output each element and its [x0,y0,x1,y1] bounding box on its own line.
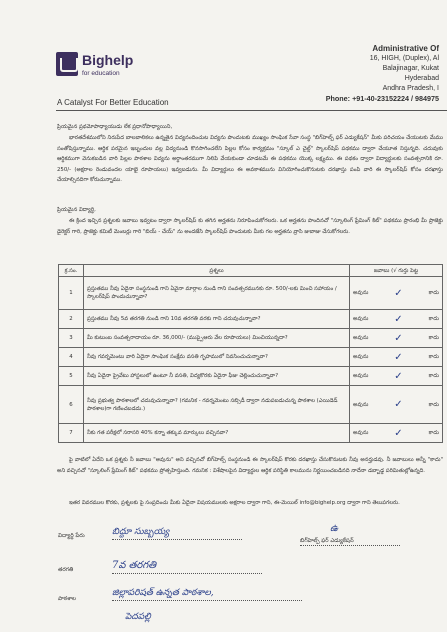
answer-cell[interactable] [350,424,443,443]
contact-note: ఇతర వివరముల కొరకు, ప్రశ్నలకు పై సంప్రదించు మీకు ఏదైనా విషయములకు అక్షరాల ద్వారా గాని, ఈ-మెయిల్ info@bighelp.org ద్వారా గాని తెలుపగలరు. [69,500,400,506]
no-option: కాదు [428,401,439,408]
bighelp-logo-icon [56,52,78,76]
address-line: Administrative Of [372,44,439,53]
yes-option: అవును [353,354,369,360]
greeting: ప్రియమైన ప్రథమోపాధ్యాయుడు లేక ప్రధానోపాధ్యాయిని, [57,124,173,130]
intro-paragraph: భారతదేశములోని నిరుపేద బాలబాలికలు ఉన్నతైన విద్యనందించుట విద్యను పొందుటకు ముఖ్యం సాంఘిక సేవా సంస్థ "బిగ్‌హెల్ప్ ఫర్ ఎడ్యుకేషన్" మీకు పరిచయం చేయుటకు మేము సంతోషిస్తున్నాము. ఆర్థిక పరమైన ఇబ్బందుల వల్ల విద్యనుండి కొనసాగించలేని పిల్లల కోసం కార్యక్రమం "స్కూల్ ఎ చైల్డ్" స్కాలర్‌షిప్ పథకము ద్వారా చేయూత నిస్తున్నది. చదువుకు ఆర్థికముగా వెనుకబడిన వారి పిల్లల పాఠశాల విద్యను అర్థాంతరముగా నిలిపి వేయకుండా చూడటమే ఈ పథకము యొక్క లక్ష్యము. ఈ పథకం ద్వారా విద్యార్థులకు సంవత్సరానికి రూ. 250/- (అక్షరాల రెండువందల యాభై రూపాయలు) ఇవ్వబడును. మీ విద్యార్థులు ఈ అవకాశమును వినియోగించుకొనుటకు దరఖాస్తు పంపి వారి ఈ స్కాలర్‌షిప్ కోసం దరఖాస్తు చేయాల్సినదిగా కోరుచున్నాము. [57,135,443,184]
column-header-question: ప్రశ్నలు [84,265,350,277]
class-label: తరగతి [58,567,74,573]
school-value-line2: పెదపల్లి [125,612,151,622]
selected-answer: కాదు [428,373,439,379]
selected-answer: కాదు [428,430,439,436]
table-row [59,386,443,424]
table-row [59,424,443,443]
check-mark-icon: ✓ [394,313,403,325]
yes-option: అవును [353,373,369,379]
tagline: A Catalyst For Better Education [57,98,169,107]
organization-signature: బిగ్‌హెల్ప్ ఫర్ ఎడ్యుకేషన్ [300,537,400,546]
answer-cell[interactable] [350,348,443,367]
table-row [59,277,443,310]
row-number: 2 [59,310,84,329]
table-row [59,348,443,367]
column-header-answer: జవాబు (√ గుర్తు పెట్ట [350,265,443,277]
header-divider [56,110,447,111]
no-option: కాదు [428,316,439,322]
column-header-number: క్ర.సం. [59,265,84,277]
address-line: Hyderabad [404,75,439,82]
address-block [299,44,439,104]
answer-cell[interactable] [350,386,443,424]
eligibility-note: పై వాటిలో ఏదేని ఒక ప్రశ్నకు నీ జవాబు "అవును" అని వచ్చినచో బిగ్‌హెల్ప్ సంస్థనుండి ఈ స్కాలర్‌షిప్ కొరకు దరఖాస్తు చేసుకొనుటకు నీవు అనర్హుడవు. నీ జవాబులు అన్నీ "కాదు" అని వచ్చినచో "స్కూలింగ్ ఫ్రేమింగ్ కిట్" పథకము ప్రోత్సహిస్తుంది. గమనిక : విశేషాలపైన విద్యార్థుల ఆర్థిక పరిస్థితి కాలమును నిర్ణయించబడినది నాదేనా డబ్బాడ్డ పరిమితుల్లోఉన్నది. [57,457,443,474]
check-mark-icon: ✓ [394,287,403,299]
row-number: 6 [59,386,84,424]
brand-subtitle: for education [82,70,120,77]
row-number: 5 [59,367,84,386]
question-text: మీ కుటుంబ సంవత్సరాదాయం రూ. 36,000/- (ముప్పైఆరు వేల రూపాయలు) మించియున్నదా? [84,329,350,348]
question-text: నీవు గవర్నమెంటు వారి ఏదైనా సాంఘిక సంక్షేమ వసతి గృహములో నివసించుచున్నావా? [84,348,350,367]
row-number: 7 [59,424,84,443]
check-mark-icon: ✓ [394,399,403,410]
address-line: Balajinagar, Kukat [382,65,439,72]
signature-mark: ఉ [330,523,338,534]
eligibility-table [58,264,443,443]
instructions-paragraph: ఈ క్రింద ఇచ్చిన ప్రశ్నలకు జవాబు ఇవ్వటం ద్వారా స్కాలర్‌షిప్ కు తగిన అర్హతను నిరూపించుకోగలరు. ఒక అర్హతను పొందినచో "స్కూలింగ్ ఫ్రేమింగ్ కిట్" పథకము ప్రారంభి మీ ప్రాజెక్టు డైరెక్టర్ గారి, ప్రాజెక్టు కమిటీ మెంబర్లు గారి "బియ్ - చేయ్" ను అందజేసి స్కాలర్‌షిప్ పొందుటకు మీకు గల అర్హతను వ్రాసి జుబాజు చేసుకోగలరు. [57,218,443,235]
address-line: Andhra Pradesh, I [382,85,439,92]
yes-option: అవును [353,335,369,341]
address-line: 16, HIGH, (Duplex), Al [369,55,439,62]
table-header-row [59,265,443,277]
selected-answer: కాదు [428,290,439,296]
student-name-label: విద్యార్థి పేరు [58,533,85,539]
check-mark-icon: ✓ [394,427,403,439]
phone-number: Phone: +91-40-23152224 / 984975 [325,94,439,103]
selected-answer: అవును [353,316,369,322]
row-number: 3 [59,329,84,348]
table-row [59,310,443,329]
yes-option: అవును [353,430,369,436]
selected-answer: కాదు [428,354,439,360]
student-name-value[interactable]: బిద్దూ సుబ్బయ్య [112,527,242,540]
question-text: నీవు ప్రభుత్వ పాఠశాలలో చదువుచున్నావా? (గమనిక - గవర్నమెంటు సబ్సిడీ ద్వారా నడుపబడుచున్న పాఠశాల (ఎయిడెడ్ పాఠశాల)గా గణించబడదు.) [84,386,350,424]
table-row [59,367,443,386]
question-text: నీకు గత పరీక్షలో సరాసరి 40% కన్నా తక్కువ మార్కులు వచ్చినవా? [84,424,350,443]
question-text: ప్రస్తుతము నీవు ఏదైనా సంస్థనుండి గాని ఏవైనా మార్గాల నుండి గాని సంవత్సరమునకు రూ. 500/-లకు మించి సహాయం / స్కాలర్‌షిప్ పొందుచున్నావా? [84,277,350,310]
student-greeting: ప్రియమైన విద్యార్థి, [57,207,96,213]
check-mark-icon: ✓ [394,351,403,363]
row-number: 1 [59,277,84,310]
brand-name: Bighelp [82,52,134,68]
class-value[interactable]: 7వ తరగతి [112,559,262,574]
answer-cell[interactable] [350,310,443,329]
check-mark-icon: ✓ [394,370,403,382]
school-value[interactable]: జిల్లాపరిషత్ ఉన్నత పాఠశాల, [112,588,302,601]
row-number: 4 [59,348,84,367]
check-mark-icon: ✓ [394,332,403,344]
answer-cell[interactable] [350,367,443,386]
selected-answer: కాదు [428,335,439,341]
answer-cell[interactable] [350,329,443,348]
question-text: నీవు ఏదైనా ప్రైవేటు హాస్టలులో ఉంటూ నీ వసతి, విద్యకొరకు ఏదైనా ఫీజు చెల్లించుచున్నావా? [84,367,350,386]
answer-cell[interactable] [350,277,443,310]
selected-answer: అవును [353,401,369,408]
yes-option: అవును [353,290,369,296]
school-label: పాఠశాల [58,596,76,602]
question-text: ప్రస్తుతము నీవు 5వ తరగతి నుండి గాని 10వ తరగతి వరకు గాని చదువుచున్నావా? [84,310,350,329]
table-row [59,329,443,348]
